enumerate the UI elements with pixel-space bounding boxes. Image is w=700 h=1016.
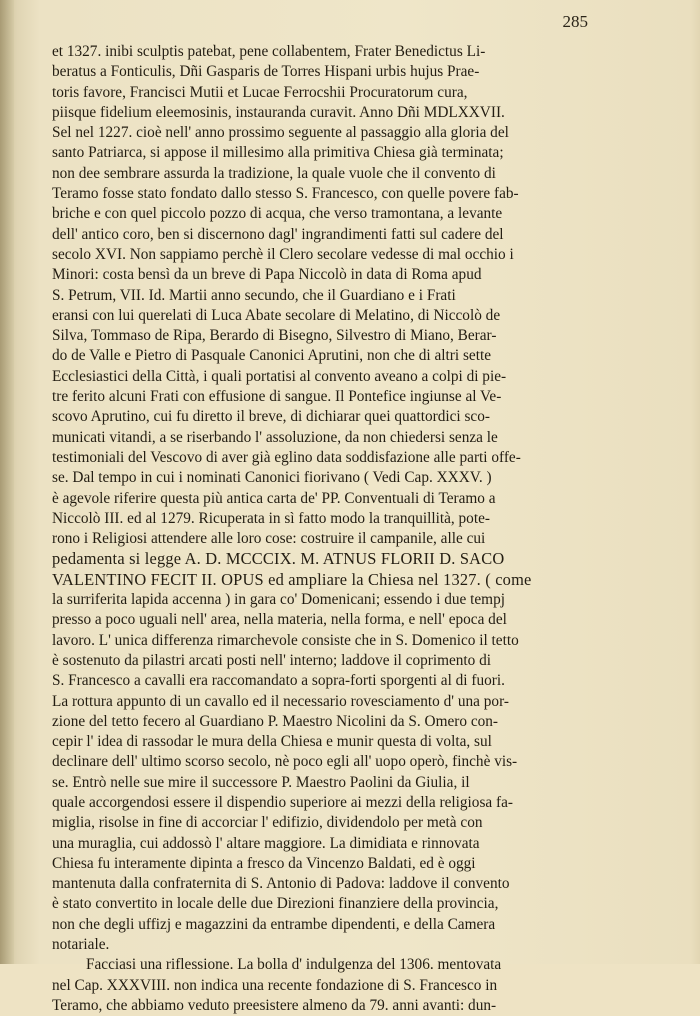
text-line: municati vitandi, a se riserbando l' assoluzione, da non chiedersi senza le xyxy=(52,428,498,446)
text-line: La rottura appunto di un cavallo ed il necessario rovesciamento d' una por- xyxy=(52,692,509,710)
text-line: zione del tetto fecero al Guardiano P. Maestro Nicolini da S. Omero con- xyxy=(52,712,499,730)
binding-gutter xyxy=(0,0,14,964)
text-line: non dee sembrare assurda la tradizione, la quale vuole che il convento di xyxy=(52,164,496,182)
text-line: Teramo fosse stato fondato dallo stesso S. Francesco, con quelle povere fab- xyxy=(52,185,519,203)
text-line: notariale. xyxy=(52,936,110,954)
text-line: S. Francesco a cavalli era raccomandato a sopra-forti sporgenti al di fuori. xyxy=(52,672,505,690)
text-line: se. Dal tempo in cui i nominati Canonici fiorivano ( Vedi Cap. XXXV. ) xyxy=(52,469,492,487)
text-line: miglia, risolse in fine di accorciar l' edifizio, dividendolo per metà con xyxy=(52,814,483,832)
text-line: declinare dell' ultimo scorso secolo, nè poco egli all' uopo operò, finchè vis- xyxy=(52,753,518,771)
text-line: presso a poco uguali nell' area, nella materia, nella forma, e nell' epoca del xyxy=(52,611,507,629)
text-line: non che degli uffizj e magazzini da entrambe dipendenti, e della Camera xyxy=(52,915,496,933)
text-line: Teramo, che abbiamo veduto preesistere almeno da 79. anni avanti: dun- xyxy=(52,996,497,1014)
text-line: rono i Religiosi attendere alle loro cose: costruire il campanile, alle cui xyxy=(52,530,486,548)
text-line: cepir l' idea di rassodar le mura della Chiesa e munir questa di volta, sul xyxy=(52,733,492,751)
text-line: toris favore, Francisci Mutii et Lucae Ferrocshii Procuratorum cura, xyxy=(52,83,468,101)
page-number: 285 xyxy=(562,12,588,31)
text-line: se. Entrò nelle sue mire il successore P. Maestro Paolini da Giulia, il xyxy=(52,773,470,791)
text-line: et 1327. inibi sculptis patebat, pene collabentem, Frater Benedictus Li- xyxy=(52,43,486,60)
text-line: Niccolò III. ed al 1279. Ricuperata in sì fatto modo la tranquillità, pote- xyxy=(52,509,490,527)
text-line: testimoniali del Vescovo di aver già eglino data soddisfazione alle parti offe- xyxy=(52,448,521,466)
text-line: Minori: costa bensì da un breve di Papa Niccolò in data di Roma apud xyxy=(52,266,482,284)
text-line: mantenuta dalla confraternita di S. Antonio di Padova: laddove il convento xyxy=(52,875,510,893)
text-line: Silva, Tommaso de Ripa, Berardo di Bisegno, Silvestro di Miano, Berar- xyxy=(52,327,497,345)
text-line: Chiesa fu interamente dipinta a fresco da Vincenzo Baldati, ed è oggi xyxy=(52,854,476,872)
text-line: S. Petrum, VII. Id. Martii anno secundo, che il Guardiano e i Frati xyxy=(52,286,456,304)
text-line: eransi con lui querelati di Luca Abate secolare di Melatino, di Niccolò de xyxy=(52,306,501,324)
text-line: una muraglia, cui addossò l' altare maggiore. La dimidiata e rinnovata xyxy=(52,834,480,852)
text-line: dell' antico coro, ben si discernono dagl' ingrandimenti fatti sul cadere del xyxy=(52,225,504,243)
text-line: piisque fidelium eleemosinis, instauranda curavit. Anno Dñi MDLXXVII. xyxy=(52,103,505,121)
text-line: lavoro. L' unica differenza rimarchevole consiste che in S. Domenico il tetto xyxy=(52,631,519,649)
text-line: beratus a Fonticulis, Dñi Gasparis de Torres Hispani urbis hujus Prae- xyxy=(52,63,480,81)
text-line: do de Valle e Pietro di Pasquale Canonici Aprutini, non che di altri sette xyxy=(52,347,491,365)
text-line: è stato convertito in locale delle due Direzioni finanziere della provincia, xyxy=(52,895,499,913)
text-line: briche e con quel piccolo pozzo di acqua, che verso tramontana, a levante xyxy=(52,205,503,223)
text-line: tre ferito alcuni Frati con effusione di sangue. Il Pontefice ingiunse al Ve- xyxy=(52,388,502,406)
text-line: Ecclesiastici della Città, i quali portatisi al convento aveano a colpi di pie- xyxy=(52,367,507,385)
text-line: pedamenta si legge A. D. MCCCIX. M. ATNUS FLORII D. SACO xyxy=(52,549,505,569)
text-line: scovo Aprutino, cui fu diretto il breve, di dichiarar quei quattordici sco- xyxy=(52,408,490,426)
text-line: VALENTINO FECIT II. OPUS ed ampliare la Chiesa nel 1327. ( come xyxy=(52,569,532,589)
text-line: nel Cap. XXXVIII. non indica una recente fondazione di S. Francesco in xyxy=(52,976,498,994)
text-line: è agevole riferire questa più antica carta de' PP. Conventuali di Teramo a xyxy=(52,489,496,507)
text-line: Sel nel 1227. cioè nell' anno prossimo seguente al passaggio alla gloria del xyxy=(52,124,509,142)
text-line: secolo XVI. Non sappiamo perchè il Clero secolare vedesse di mal occhio i xyxy=(52,245,514,263)
body-text xyxy=(52,42,602,1016)
text-line: Facciasi una riflessione. La bolla d' indulgenza del 1306. mentovata xyxy=(86,956,502,974)
text-line: quale accorgendosi essere il dispendio superiore ai mezzi della religiosa fa- xyxy=(52,793,513,811)
text-line: santo Patriarca, si appose il millesimo alla primitiva Chiesa già terminata; xyxy=(52,144,504,162)
text-line: è sostenuto da pilastri arcati posti nell' interno; laddove il coprimento di xyxy=(52,651,492,669)
text-line: la surriferita lapida accenna ) in gara co' Domenicani; essendo i due tempj xyxy=(52,591,505,609)
